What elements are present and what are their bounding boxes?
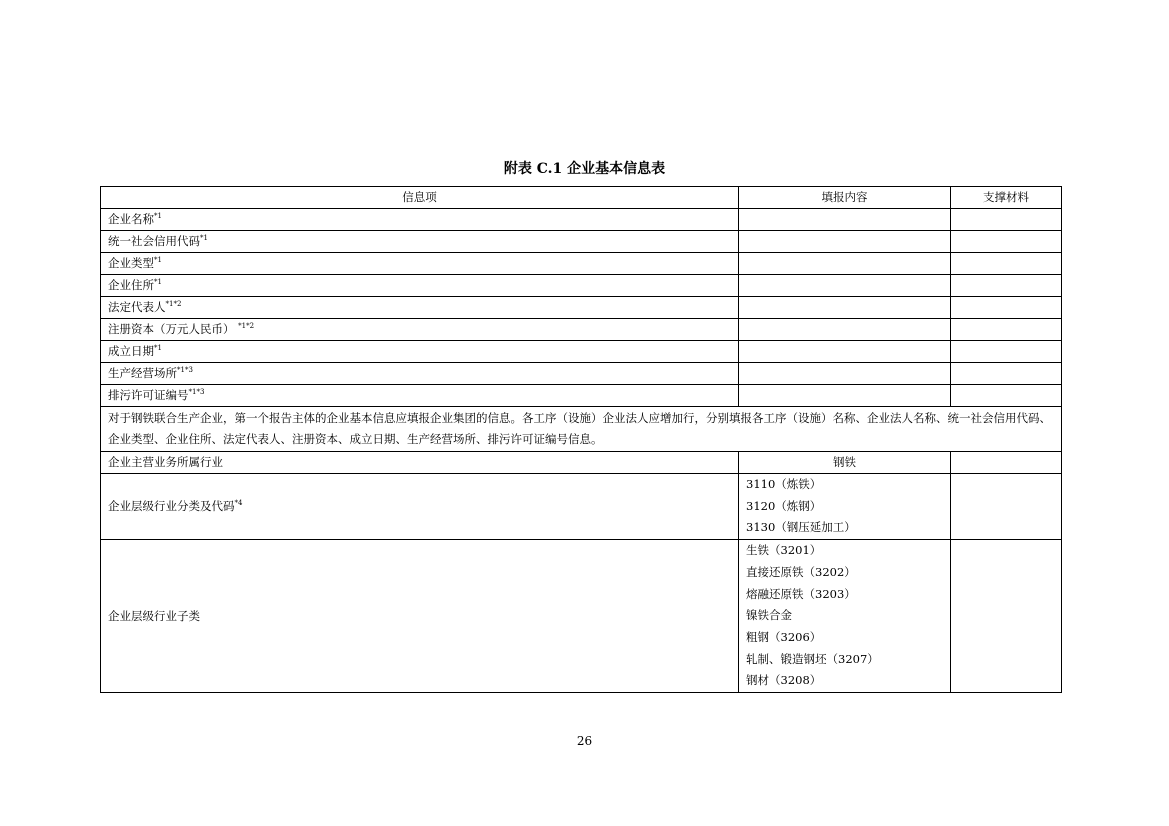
industry-label: 企业主营业务所属行业 xyxy=(101,452,739,474)
row-content-cell[interactable] xyxy=(739,231,951,253)
table-row xyxy=(101,275,1062,297)
classification-code: 3120（炼钢） xyxy=(746,498,822,513)
classification-row xyxy=(101,474,1062,540)
subclass-item: 镍铁合金 xyxy=(746,608,792,623)
enterprise-info-table xyxy=(100,186,1062,693)
table-row xyxy=(101,209,1062,231)
table-row xyxy=(101,363,1062,385)
classification-code: 3110（炼铁） xyxy=(746,477,822,491)
classification-material-cell[interactable] xyxy=(951,474,1062,540)
row-label: 排污许可证编号$^{*1*3}$ xyxy=(101,385,739,407)
note-row xyxy=(101,407,1062,452)
page-number: 26 xyxy=(576,734,593,748)
row-label: 企业名称$^{*1}$ xyxy=(101,209,739,231)
subclass-item: 钢材（3208） xyxy=(746,673,822,688)
row-material-cell[interactable] xyxy=(951,209,1062,231)
row-material-cell[interactable] xyxy=(951,275,1062,297)
row-content-cell[interactable] xyxy=(739,297,951,319)
table-header-row xyxy=(101,187,1062,209)
table-row xyxy=(101,319,1062,341)
subclass-item: 粗钢（3206） xyxy=(746,629,822,644)
subclass-values xyxy=(739,540,951,693)
row-material-cell[interactable] xyxy=(951,385,1062,407)
row-material-cell[interactable] xyxy=(951,341,1062,363)
header-content: 填报内容 xyxy=(739,187,951,209)
subclass-material-cell[interactable] xyxy=(951,540,1062,693)
row-content-cell[interactable] xyxy=(739,253,951,275)
row-material-cell[interactable] xyxy=(951,231,1062,253)
row-material-cell[interactable] xyxy=(951,319,1062,341)
table-title: 附表 C.1 企业基本信息表 xyxy=(503,161,666,177)
row-content-cell[interactable] xyxy=(739,319,951,341)
subclass-item: 生铁（3201） xyxy=(746,543,822,558)
industry-material-cell[interactable] xyxy=(951,452,1062,474)
classification-code: 3130（钢压延加工） xyxy=(746,520,856,535)
row-label: 企业住所$^{*1}$ xyxy=(101,275,739,297)
subclass-item: 轧制、锻造钢坯（3207） xyxy=(746,651,879,666)
subclass-item: 直接还原铁（3202） xyxy=(746,564,856,579)
row-material-cell[interactable] xyxy=(951,297,1062,319)
row-content-cell[interactable] xyxy=(739,209,951,231)
row-content-cell[interactable] xyxy=(739,363,951,385)
row-material-cell[interactable] xyxy=(951,253,1062,275)
row-label: 生产经营场所$^{*1*3}$ xyxy=(101,363,739,385)
subclass-row xyxy=(101,540,1062,693)
note-text: 对于钢铁联合生产企业，第一个报告主体的企业基本信息应填报企业集团的信息。各工序（设施）企业法人应增加行，分别填报各工序（设施）名称、企业法人名称、统一社会信用代码、企业类型、企业住所、法定代表人、注册资本、成立日期、生产经营场所、排污许可证编号信息。 xyxy=(101,407,1062,452)
classification-values xyxy=(739,474,951,540)
header-item: 信息项 xyxy=(101,187,739,209)
row-label: 注册资本（万元人民币） $^{*1*2}$ xyxy=(101,319,739,341)
subclass-item: 熔融还原铁（3203） xyxy=(746,586,856,601)
row-content-cell[interactable] xyxy=(739,341,951,363)
row-content-cell[interactable] xyxy=(739,275,951,297)
industry-row xyxy=(101,452,1062,474)
row-label: 企业类型$^{*1}$ xyxy=(101,253,739,275)
table-row xyxy=(101,341,1062,363)
row-label: 法定代表人$^{*1*2}$ xyxy=(101,297,739,319)
table-row xyxy=(101,297,1062,319)
classification-label: 企业层级行业分类及代码$^{*4}$ xyxy=(101,474,739,540)
row-label: 成立日期$^{*1}$ xyxy=(101,341,739,363)
table-row xyxy=(101,385,1062,407)
table-row xyxy=(101,231,1062,253)
row-label: 统一社会信用代码$^{*1}$ xyxy=(101,231,739,253)
subclass-label: 企业层级行业子类 xyxy=(101,540,739,693)
row-content-cell[interactable] xyxy=(739,385,951,407)
header-material: 支撑材料 xyxy=(951,187,1062,209)
row-material-cell[interactable] xyxy=(951,363,1062,385)
table-row xyxy=(101,253,1062,275)
industry-value: 钢铁 xyxy=(739,452,951,474)
